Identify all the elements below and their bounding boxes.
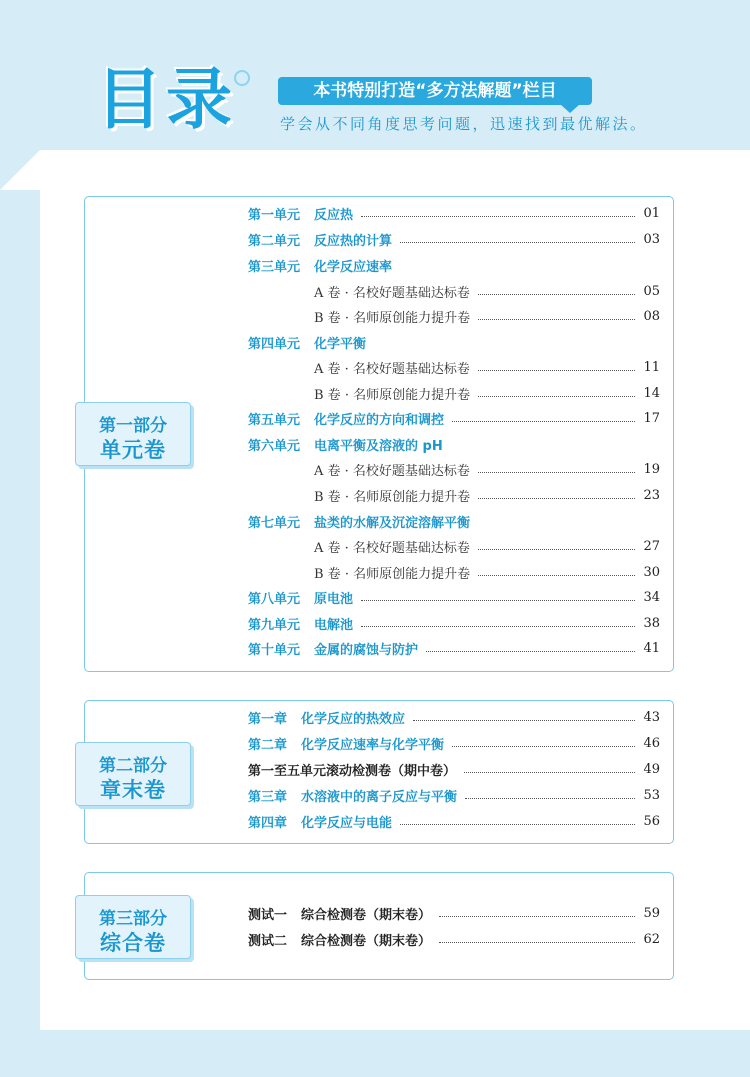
toc-unit: 测试一	[248, 907, 288, 923]
leader-dots	[426, 651, 635, 652]
toc-title: A 卷 · 名校好题基础达标卷	[314, 540, 470, 556]
toc-row[interactable]	[314, 305, 660, 327]
leader-dots	[361, 216, 635, 217]
toc-page: 11	[643, 359, 660, 375]
leader-dots	[439, 916, 635, 917]
toc-title: 反应热	[314, 207, 354, 223]
leader-dots	[478, 294, 636, 295]
toc-unit: 第八单元	[248, 591, 301, 607]
toc-unit: 第九单元	[248, 617, 301, 633]
leader-dots	[478, 370, 636, 371]
section-tag-number: 第二部分	[99, 756, 167, 776]
toc-title: 金属的腐蚀与防护	[314, 642, 419, 658]
section-tag-number: 第三部分	[99, 909, 167, 929]
toc-row[interactable]	[248, 202, 660, 224]
toc-row[interactable]	[248, 758, 660, 780]
toc-row[interactable]	[248, 732, 660, 754]
toc-row[interactable]	[248, 928, 660, 950]
toc-row-heading	[248, 510, 660, 532]
left-margin-strip	[0, 190, 40, 1030]
toc-title: 电解池	[314, 617, 354, 633]
toc-page: 49	[643, 761, 660, 777]
toc-page: 43	[643, 709, 660, 725]
toc-title: 化学反应速率	[314, 259, 393, 275]
leader-dots	[465, 798, 635, 799]
leader-dots	[439, 942, 635, 943]
page-subtitle: 学会从不同角度思考问题，迅速找到最优解法。	[280, 115, 648, 133]
leader-dots	[452, 746, 635, 747]
toc-unit: 第一单元	[248, 207, 301, 223]
toc-unit: 测试二	[248, 933, 288, 949]
toc-title: A 卷 · 名校好题基础达标卷	[314, 463, 470, 479]
toc-title: B 卷 · 名师原创能力提升卷	[314, 566, 471, 582]
leader-dots	[400, 242, 635, 243]
toc-page: 03	[643, 231, 660, 247]
toc-title: B 卷 · 名师原创能力提升卷	[314, 489, 471, 505]
toc-title: 化学反应速率与化学平衡	[301, 737, 445, 753]
toc-unit: 第五单元	[248, 412, 301, 428]
section-tag-part-1	[75, 402, 191, 466]
leader-dots	[478, 498, 635, 499]
toc-page: 41	[643, 640, 660, 656]
toc-title: B 卷 · 名师原创能力提升卷	[314, 310, 471, 326]
leader-dots	[478, 549, 636, 550]
toc-unit: 第三章	[248, 789, 288, 805]
toc-row[interactable]	[314, 382, 660, 404]
leader-dots	[478, 472, 636, 473]
section-tag-part-2	[75, 742, 191, 806]
leader-dots	[452, 421, 635, 422]
toc-title: 水溶液中的离子反应与平衡	[301, 789, 458, 805]
toc-row-heading	[248, 254, 660, 276]
toc-page: 19	[643, 461, 660, 477]
toc-page: 01	[643, 205, 660, 221]
toc-page: 62	[643, 931, 660, 947]
toc-row[interactable]	[314, 458, 660, 480]
toc-row-heading	[248, 433, 660, 455]
section-tag-name: 单元卷	[100, 438, 166, 462]
toc-unit: 第二章	[248, 737, 288, 753]
leader-dots	[478, 319, 635, 320]
toc-row[interactable]	[248, 902, 660, 924]
toc-row[interactable]	[248, 637, 660, 659]
toc-title: 电离平衡及溶液的 pH	[314, 438, 443, 454]
toc-page: 46	[643, 735, 660, 751]
leader-dots	[361, 600, 635, 601]
banner-tail	[560, 104, 580, 113]
folded-corner	[0, 150, 40, 190]
toc-title: 第一至五单元滚动检测卷（期中卷）	[248, 763, 457, 779]
section-tag-number: 第一部分	[99, 416, 167, 436]
toc-title: 综合检测卷（期末卷）	[301, 907, 432, 923]
toc-page: 08	[643, 308, 660, 324]
toc-row[interactable]	[248, 407, 660, 429]
toc-page: 27	[643, 538, 660, 554]
leader-dots	[478, 396, 635, 397]
toc-page: 34	[643, 589, 660, 605]
leader-dots	[478, 575, 635, 576]
section-tag-name: 章末卷	[100, 778, 166, 802]
toc-unit: 第六单元	[248, 438, 301, 454]
toc-row[interactable]	[248, 810, 660, 832]
toc-unit: 第七单元	[248, 515, 301, 531]
toc-title: 化学反应的方向和调控	[314, 412, 445, 428]
toc-row-heading	[248, 331, 660, 353]
toc-title: 盐类的水解及沉淀溶解平衡	[314, 515, 471, 531]
toc-title: 化学平衡	[314, 336, 367, 352]
toc-row[interactable]	[314, 356, 660, 378]
section-tag-part-3	[75, 895, 191, 959]
sparkle-icon	[234, 70, 250, 86]
toc-unit: 第十单元	[248, 642, 301, 658]
toc-row[interactable]	[314, 280, 660, 302]
toc-page: 38	[643, 615, 660, 631]
toc-title: 化学反应的热效应	[301, 711, 406, 727]
leader-dots	[413, 720, 635, 721]
toc-row[interactable]	[314, 535, 660, 557]
toc-unit: 第三单元	[248, 259, 301, 275]
page-title: 目录	[96, 61, 236, 138]
toc-page: 17	[643, 410, 660, 426]
toc-title: A 卷 · 名校好题基础达标卷	[314, 361, 470, 377]
toc-title: 原电池	[314, 591, 354, 607]
toc-row[interactable]	[248, 706, 660, 728]
toc-page: 56	[643, 813, 660, 829]
toc-unit: 第二单元	[248, 233, 301, 249]
toc-unit: 第一章	[248, 711, 288, 727]
feature-banner: 本书特别打造“多方法解题”栏目	[278, 77, 592, 105]
toc-row[interactable]	[248, 784, 660, 806]
toc-unit: 第四章	[248, 815, 288, 831]
leader-dots	[400, 824, 635, 825]
toc-title: 综合检测卷（期末卷）	[301, 933, 432, 949]
toc-unit: 第四单元	[248, 336, 301, 352]
toc-row[interactable]	[248, 586, 660, 608]
toc-title: 反应热的计算	[314, 233, 393, 249]
toc-title: B 卷 · 名师原创能力提升卷	[314, 387, 471, 403]
toc-title: 化学反应与电能	[301, 815, 393, 831]
toc-page: 53	[643, 787, 660, 803]
leader-dots	[464, 772, 635, 773]
toc-row[interactable]	[248, 612, 660, 634]
toc-page: 14	[643, 385, 660, 401]
toc-title: A 卷 · 名校好题基础达标卷	[314, 285, 470, 301]
toc-row[interactable]	[314, 484, 660, 506]
leader-dots	[361, 626, 635, 627]
toc-row[interactable]	[314, 561, 660, 583]
toc-page: 30	[643, 564, 660, 580]
toc-row[interactable]	[248, 228, 660, 250]
toc-page: 05	[643, 283, 660, 299]
section-tag-name: 综合卷	[100, 931, 166, 955]
toc-page: 59	[643, 905, 660, 921]
toc-page: 23	[643, 487, 660, 503]
